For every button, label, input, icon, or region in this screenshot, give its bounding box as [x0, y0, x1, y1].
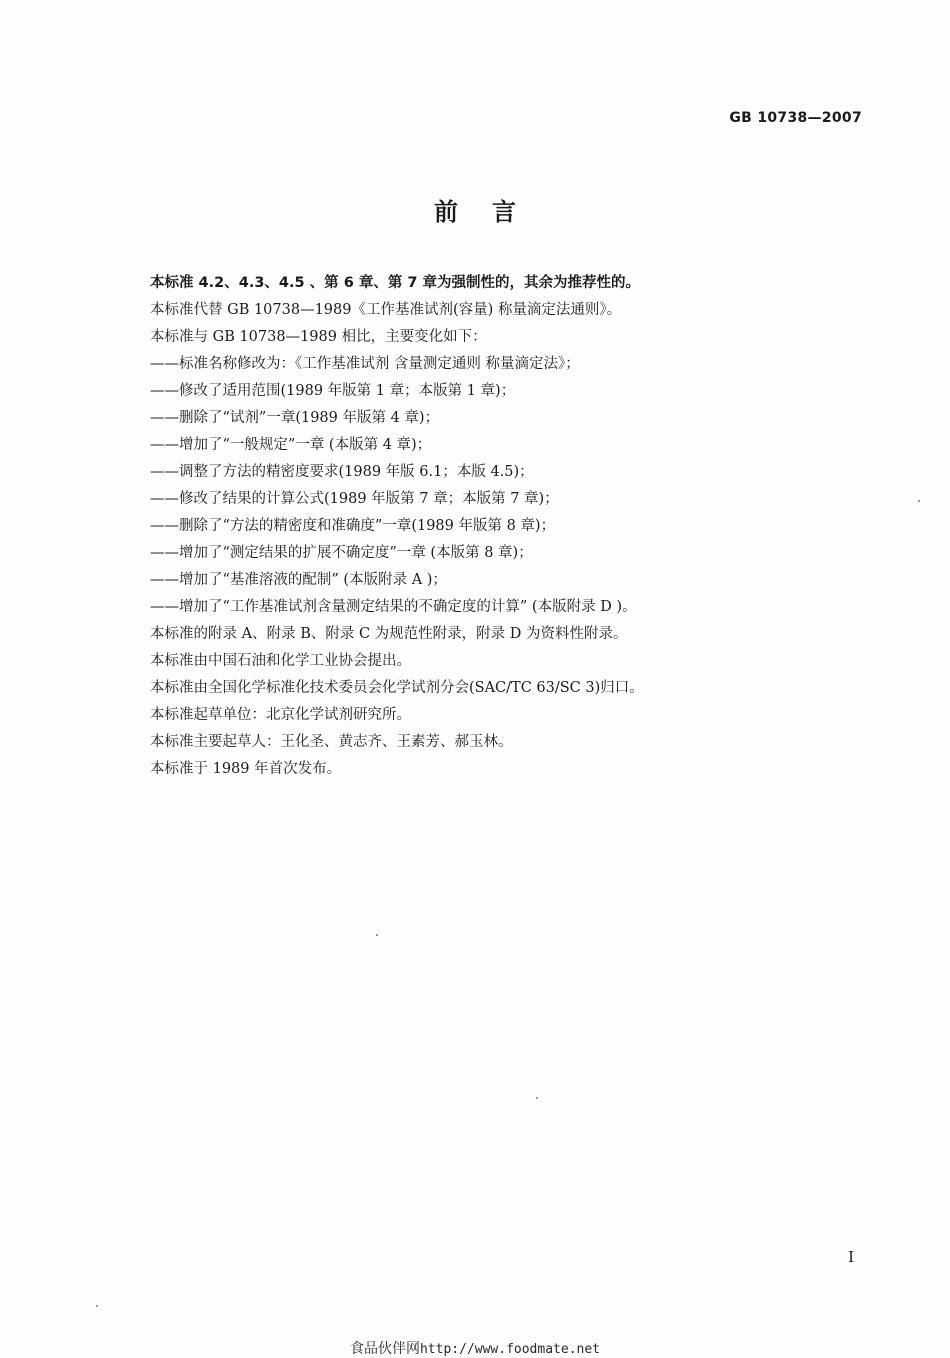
- change-list-item: ——增加了“测定结果的扩展不确定度”一章 (本版第 8 章)；: [150, 545, 533, 561]
- foreword-line: 本标准与 GB 10738—1989 相比，主要变化如下：: [150, 329, 487, 345]
- change-list-item: ——修改了适用范围(1989 年版第 1 章；本版第 1 章)；: [150, 383, 516, 399]
- change-list-item: ——增加了“基准溶液的配制” (本版附录 A )；: [150, 572, 447, 588]
- foreword-line: 本标准于 1989 年首次发布。: [150, 761, 342, 777]
- foreword-line: 本标准主要起草人：王化圣、黄志齐、王素芳、郝玉林。: [150, 734, 513, 750]
- change-list-item: ——标准名称修改为：《工作基准试剂 含量测定通则 称量滴定法》；: [150, 356, 580, 372]
- page-number: I: [848, 1248, 854, 1266]
- change-list-item: ——删除了“方法的精密度和准确度”一章(1989 年版第 8 章)；: [150, 518, 556, 534]
- footer-watermark: [0, 1338, 950, 1358]
- change-list-item: ——增加了“一般规定”一章 (本版第 4 章)；: [150, 437, 432, 453]
- scan-speck: [376, 934, 378, 936]
- footer-site-name: 食品伙伴网: [349, 1341, 420, 1357]
- foreword-body: [150, 270, 850, 783]
- change-list-item: ——增加了“工作基准试剂含量测定结果的不确定度的计算” (本版附录 D )。: [150, 599, 637, 615]
- foreword-line: 本标准代替 GB 10738—1989《工作基准试剂(容量) 称量滴定法通则》。: [150, 302, 622, 318]
- standard-code: GB 10738—2007: [729, 110, 862, 126]
- scan-speck: [96, 1305, 98, 1307]
- scan-speck: [918, 500, 920, 502]
- change-list-item: ——修改了结果的计算公式(1989 年版第 7 章；本版第 7 章)；: [150, 491, 559, 507]
- change-list-item: ——调整了方法的精密度要求(1989 年版 6.1；本版 4.5)；: [150, 464, 534, 480]
- footer-url[interactable]: http://www.foodmate.net: [419, 1342, 600, 1357]
- scan-speck: [536, 1097, 538, 1099]
- page-title: 前言: [434, 198, 550, 226]
- foreword-line: 本标准由中国石油和化学工业协会提出。: [150, 653, 411, 669]
- change-list-item: ——删除了“试剂”一章(1989 年版第 4 章)；: [150, 410, 440, 426]
- foreword-line: 本标准的附录 A、附录 B、附录 C 为规范性附录，附录 D 为资料性附录。: [150, 626, 628, 642]
- foreword-line: 本标准由全国化学标准化技术委员会化学试剂分会(SAC/TC 63/SC 3)归口。: [150, 680, 644, 696]
- foreword-line: 本标准 4.2、4.3、4.5 、第 6 章、第 7 章为强制性的，其余为推荐性的。: [150, 275, 641, 291]
- foreword-line: 本标准起草单位：北京化学试剂研究所。: [150, 707, 411, 723]
